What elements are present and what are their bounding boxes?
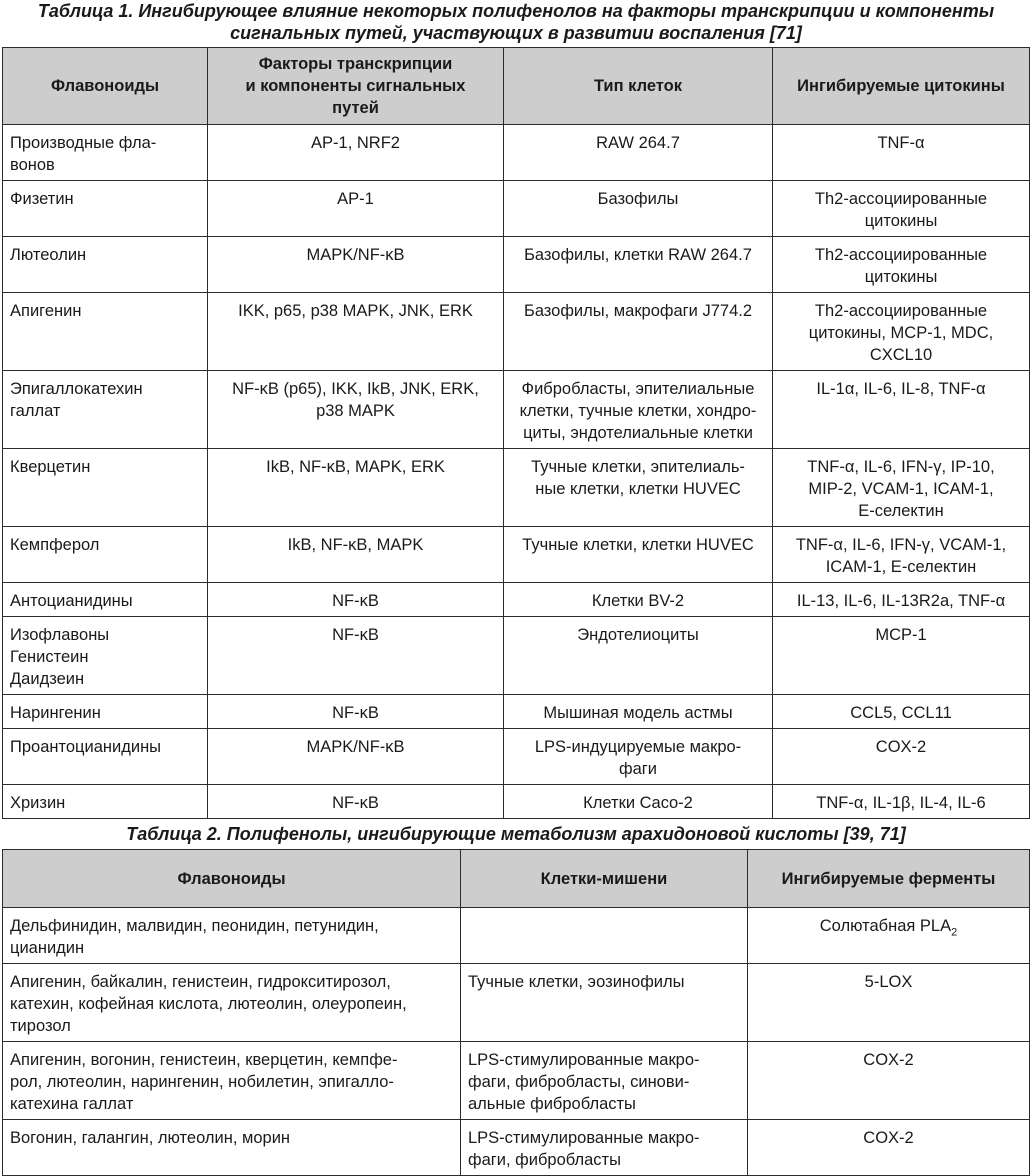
table-row bbox=[3, 964, 1030, 1042]
cell-type-cell-line: циты, эндотелиальные клетки bbox=[523, 424, 753, 442]
table1-caption-line: сигнальных путей, участвующих в развитии воспаления [71] bbox=[230, 23, 802, 43]
table-row bbox=[3, 181, 1030, 237]
factors-cell bbox=[208, 785, 504, 819]
flavonoid-cell-line: Лютеолин bbox=[10, 246, 87, 264]
factors-cell-line: IKK, p65, p38 MAPK, JNK, ERK bbox=[238, 302, 473, 320]
cell-type-cell bbox=[504, 237, 773, 293]
table-row bbox=[3, 237, 1030, 293]
table-row bbox=[3, 695, 1030, 729]
factors-cell-line: IkB, NF-κB, MAPK bbox=[287, 536, 424, 554]
cell-type-cell bbox=[504, 785, 773, 819]
flavonoid-cell bbox=[3, 237, 208, 293]
enzyme-cell bbox=[748, 964, 1030, 1042]
cytokines-cell bbox=[773, 181, 1030, 237]
cell-type-cell-line: Базофилы, макрофаги J774.2 bbox=[523, 302, 753, 320]
flavonoid-cell bbox=[3, 527, 208, 583]
cytokines-cell bbox=[773, 237, 1030, 293]
cytokines-cell-line: Th2-ассоциированные bbox=[814, 246, 988, 264]
table-row bbox=[3, 583, 1030, 617]
enzyme-cell bbox=[748, 1042, 1030, 1120]
cytokines-cell-line: COX-2 bbox=[875, 738, 927, 756]
targets-cell-line: фаги, фибробласты, синови- bbox=[468, 1073, 690, 1091]
table-row bbox=[3, 729, 1030, 785]
flavonoid-cell bbox=[3, 617, 208, 695]
enzyme-cell bbox=[748, 908, 1030, 964]
table-row bbox=[3, 527, 1030, 583]
table-row bbox=[3, 1120, 1030, 1176]
targets-cell-line: альные фибробласты bbox=[468, 1095, 636, 1113]
cell-type-cell bbox=[504, 293, 773, 371]
factors-cell bbox=[208, 237, 504, 293]
table1-header-row bbox=[3, 48, 1030, 125]
factors-cell bbox=[208, 293, 504, 371]
flavonoids-cell-line: катехина галлат bbox=[10, 1095, 134, 1113]
cytokines-cell-line: цитокины bbox=[864, 268, 938, 286]
table-row bbox=[3, 785, 1030, 819]
cytokines-cell-line: MCP-1 bbox=[875, 626, 927, 644]
table2-header-flavonoids: Флавоноиды bbox=[3, 850, 461, 908]
table1-caption bbox=[0, 0, 1032, 44]
cytokines-cell bbox=[773, 293, 1030, 371]
cell-type-cell bbox=[504, 449, 773, 527]
table2-caption bbox=[0, 823, 1032, 845]
cytokines-cell bbox=[773, 729, 1030, 785]
factors-cell-line: MAPK/NF-κB bbox=[306, 738, 405, 756]
factors-cell bbox=[208, 125, 504, 181]
factors-cell-line: NF-κB bbox=[332, 592, 379, 610]
flavonoid-cell-line: Генистеин bbox=[10, 648, 89, 666]
enzyme-cell bbox=[748, 1120, 1030, 1176]
table-row bbox=[3, 449, 1030, 527]
cell-type-cell bbox=[504, 125, 773, 181]
cytokines-cell-line: CXCL10 bbox=[869, 346, 933, 364]
flavonoid-cell bbox=[3, 181, 208, 237]
table2-header-enzymes: Ингибируемые ферменты bbox=[748, 850, 1030, 908]
table-row bbox=[3, 617, 1030, 695]
cytokines-cell bbox=[773, 785, 1030, 819]
cytokines-cell-line: Th2-ассоциированные bbox=[814, 190, 988, 208]
cytokines-cell bbox=[773, 695, 1030, 729]
cytokines-cell-line: MIP-2, VCAM-1, ICAM-1, bbox=[808, 480, 994, 498]
flavonoids-cell-line: Дельфинидин, малвидин, пеонидин, петунидин, bbox=[10, 917, 379, 935]
cell-type-cell-line: Тучные клетки, клетки HUVEC bbox=[522, 536, 754, 554]
flavonoid-cell-line: Хризин bbox=[10, 794, 66, 812]
table1-header-cytokines: Ингибируемые цитокины bbox=[773, 48, 1030, 125]
table1-body bbox=[3, 125, 1030, 819]
factors-cell-line: NF-κB bbox=[332, 626, 379, 644]
factors-cell-line: IkB, NF-κB, MAPK, ERK bbox=[266, 458, 445, 476]
flavonoid-cell-line: вонов bbox=[10, 156, 55, 174]
targets-cell-line: LPS-стимулированные макро- bbox=[468, 1051, 700, 1069]
flavonoids-cell-line: катехин, кофейная кислота, лютеолин, олеуропеин, bbox=[10, 995, 407, 1013]
flavonoid-cell-line: Апигенин bbox=[10, 302, 82, 320]
targets-cell bbox=[461, 908, 748, 964]
table2-caption-line: Таблица 2. Полифенолы, ингибирующие метаболизм арахидоновой кислоты [39, 71] bbox=[126, 824, 906, 844]
cell-type-cell bbox=[504, 695, 773, 729]
flavonoid-cell-line: Изофлавоны bbox=[10, 626, 110, 644]
header-line: Факторы транскрипции bbox=[258, 55, 453, 73]
flavonoids-cell-line: Апигенин, вогонин, генистеин, кверцетин, кемпфе- bbox=[10, 1051, 398, 1069]
cytokines-cell bbox=[773, 449, 1030, 527]
flavonoid-cell-line: Кверцетин bbox=[10, 458, 91, 476]
cytokines-cell-line: цитокины bbox=[864, 212, 938, 230]
table2-header-row bbox=[3, 850, 1030, 908]
factors-cell bbox=[208, 527, 504, 583]
factors-cell-line: MAPK/NF-κB bbox=[306, 246, 405, 264]
cytokines-cell-line: TNF-α, IL-6, IFN-γ, IP-10, bbox=[807, 458, 995, 476]
flavonoid-cell bbox=[3, 293, 208, 371]
flavonoid-cell bbox=[3, 449, 208, 527]
factors-cell-line: NF-κB bbox=[332, 704, 379, 722]
factors-cell bbox=[208, 181, 504, 237]
flavonoids-cell-line: тирозол bbox=[10, 1017, 71, 1035]
factors-cell bbox=[208, 617, 504, 695]
header-line: и компоненты сигнальных bbox=[245, 77, 466, 95]
cell-type-cell-line: LPS-индуцируемые макро- bbox=[534, 738, 742, 756]
cell-type-cell-line: Мышиная модель астмы bbox=[543, 704, 733, 722]
cell-type-cell-line: фаги bbox=[619, 760, 657, 778]
cytokines-cell-line: ICAM-1, E-селектин bbox=[825, 558, 977, 576]
cytokines-cell-line: IL-13, IL-6, IL-13R2a, TNF-α bbox=[796, 592, 1006, 610]
cytokines-cell-line: TNF-α, IL-6, IFN-γ, VCAM-1, bbox=[795, 536, 1007, 554]
cell-type-cell bbox=[504, 181, 773, 237]
table1-header-factors bbox=[208, 48, 504, 125]
flavonoids-cell bbox=[3, 908, 461, 964]
flavonoids-cell-line: цианидин bbox=[10, 939, 85, 957]
cell-type-cell bbox=[504, 371, 773, 449]
flavonoids-cell-line: Вогонин, галангин, лютеолин, морин bbox=[10, 1129, 291, 1147]
flavonoids-cell bbox=[3, 1120, 461, 1176]
factors-cell bbox=[208, 449, 504, 527]
cytokines-cell-line: Th2-ассоциированные bbox=[814, 302, 988, 320]
cell-type-cell-line: Тучные клетки, эпителиаль- bbox=[531, 458, 745, 476]
flavonoids-cell-line: рол, лютеолин, нарингенин, нобилетин, эпигалло- bbox=[10, 1073, 394, 1091]
enzyme-name: Солютабная PLA bbox=[819, 917, 952, 935]
table-row bbox=[3, 908, 1030, 964]
cytokines-cell-line: цитокины, MCP-1, MDC, bbox=[808, 324, 994, 342]
header-line: путей bbox=[332, 99, 379, 117]
table2-body bbox=[3, 908, 1030, 1176]
targets-cell-line: фаги, фибробласты bbox=[468, 1151, 621, 1169]
flavonoid-cell-line: Эпигаллокатехин bbox=[10, 380, 143, 398]
factors-cell-line: p38 MAPK bbox=[316, 402, 395, 420]
cell-type-cell-line: Базофилы, клетки RAW 264.7 bbox=[524, 246, 752, 264]
cytokines-cell-line: IL-1α, IL-6, IL-8, TNF-α bbox=[816, 380, 986, 398]
enzyme-name: COX-2 bbox=[863, 1051, 914, 1069]
enzyme-name: COX-2 bbox=[863, 1129, 914, 1147]
factors-cell bbox=[208, 729, 504, 785]
flavonoids-cell-line: Апигенин, байкалин, генистеин, гидрокситирозол, bbox=[10, 973, 391, 991]
table-row bbox=[3, 1042, 1030, 1120]
table-row bbox=[3, 293, 1030, 371]
cell-type-cell-line: ные клетки, клетки HUVEC bbox=[535, 480, 741, 498]
cell-type-cell-line: RAW 264.7 bbox=[596, 134, 680, 152]
flavonoid-cell bbox=[3, 785, 208, 819]
flavonoid-cell bbox=[3, 125, 208, 181]
flavonoid-cell-line: Физетин bbox=[10, 190, 74, 208]
targets-cell bbox=[461, 1042, 748, 1120]
table2 bbox=[2, 849, 1030, 1176]
cell-type-cell bbox=[504, 729, 773, 785]
factors-cell bbox=[208, 371, 504, 449]
cytokines-cell-line: CCL5, CCL11 bbox=[850, 704, 952, 722]
cell-type-cell-line: Клетки BV-2 bbox=[591, 592, 685, 610]
cell-type-cell-line: Эндотелиоциты bbox=[577, 626, 699, 644]
flavonoid-cell-line: Нарингенин bbox=[10, 704, 101, 722]
targets-cell bbox=[461, 1120, 748, 1176]
factors-cell bbox=[208, 583, 504, 617]
flavonoid-cell-line: Антоцианидины bbox=[10, 592, 133, 610]
targets-cell-line: LPS-стимулированные макро- bbox=[468, 1129, 700, 1147]
factors-cell-line: AP-1, NRF2 bbox=[311, 134, 400, 152]
factors-cell-line: AP-1 bbox=[337, 190, 374, 208]
factors-cell-line: NF-κB bbox=[332, 794, 379, 812]
flavonoid-cell-line: Проантоцианидины bbox=[10, 738, 162, 756]
flavonoid-cell bbox=[3, 583, 208, 617]
cell-type-cell bbox=[504, 527, 773, 583]
targets-cell-line: Тучные клетки, эозинофилы bbox=[468, 973, 685, 991]
cell-type-cell bbox=[504, 583, 773, 617]
flavonoid-cell-line: галлат bbox=[10, 402, 61, 420]
table2-header-targets: Клетки-мишени bbox=[461, 850, 748, 908]
cytokines-cell bbox=[773, 583, 1030, 617]
flavonoid-cell-line: Производные фла- bbox=[10, 134, 157, 152]
flavonoid-cell-line: Кемпферол bbox=[10, 536, 100, 554]
flavonoid-cell bbox=[3, 729, 208, 785]
table-row bbox=[3, 125, 1030, 181]
cell-type-cell-line: Фибробласты, эпителиальные bbox=[521, 380, 755, 398]
cytokines-cell bbox=[773, 371, 1030, 449]
flavonoids-cell bbox=[3, 1042, 461, 1120]
cell-type-cell-line: Клетки Caco-2 bbox=[583, 794, 693, 812]
table1-header-cell-type: Тип клеток bbox=[504, 48, 773, 125]
flavonoids-cell bbox=[3, 964, 461, 1042]
cytokines-cell-line: E-селектин bbox=[858, 502, 944, 520]
flavonoid-cell-line: Даидзеин bbox=[10, 670, 85, 688]
table1-caption-line: Таблица 1. Ингибирующее влияние некоторых полифенолов на факторы транскрипции и компоненты bbox=[37, 1, 995, 21]
cytokines-cell bbox=[773, 527, 1030, 583]
table1-header-flavonoids: Флавоноиды bbox=[3, 48, 208, 125]
enzyme-subscript: 2 bbox=[951, 926, 958, 939]
cytokines-cell-line: TNF-α, IL-1β, IL-4, IL-6 bbox=[816, 794, 986, 812]
targets-cell bbox=[461, 964, 748, 1042]
cytokines-cell bbox=[773, 125, 1030, 181]
cell-type-cell bbox=[504, 617, 773, 695]
table-row bbox=[3, 371, 1030, 449]
cytokines-cell bbox=[773, 617, 1030, 695]
enzyme-name: 5-LOX bbox=[864, 973, 913, 991]
flavonoid-cell bbox=[3, 695, 208, 729]
flavonoid-cell bbox=[3, 371, 208, 449]
table1 bbox=[2, 47, 1030, 819]
factors-cell bbox=[208, 695, 504, 729]
cell-type-cell-line: клетки, тучные клетки, хондро- bbox=[519, 402, 757, 420]
cytokines-cell-line: TNF-α bbox=[877, 134, 925, 152]
factors-cell-line: NF-κB (p65), IKK, IkB, JNK, ERK, bbox=[232, 380, 479, 398]
cell-type-cell-line: Базофилы bbox=[597, 190, 679, 208]
